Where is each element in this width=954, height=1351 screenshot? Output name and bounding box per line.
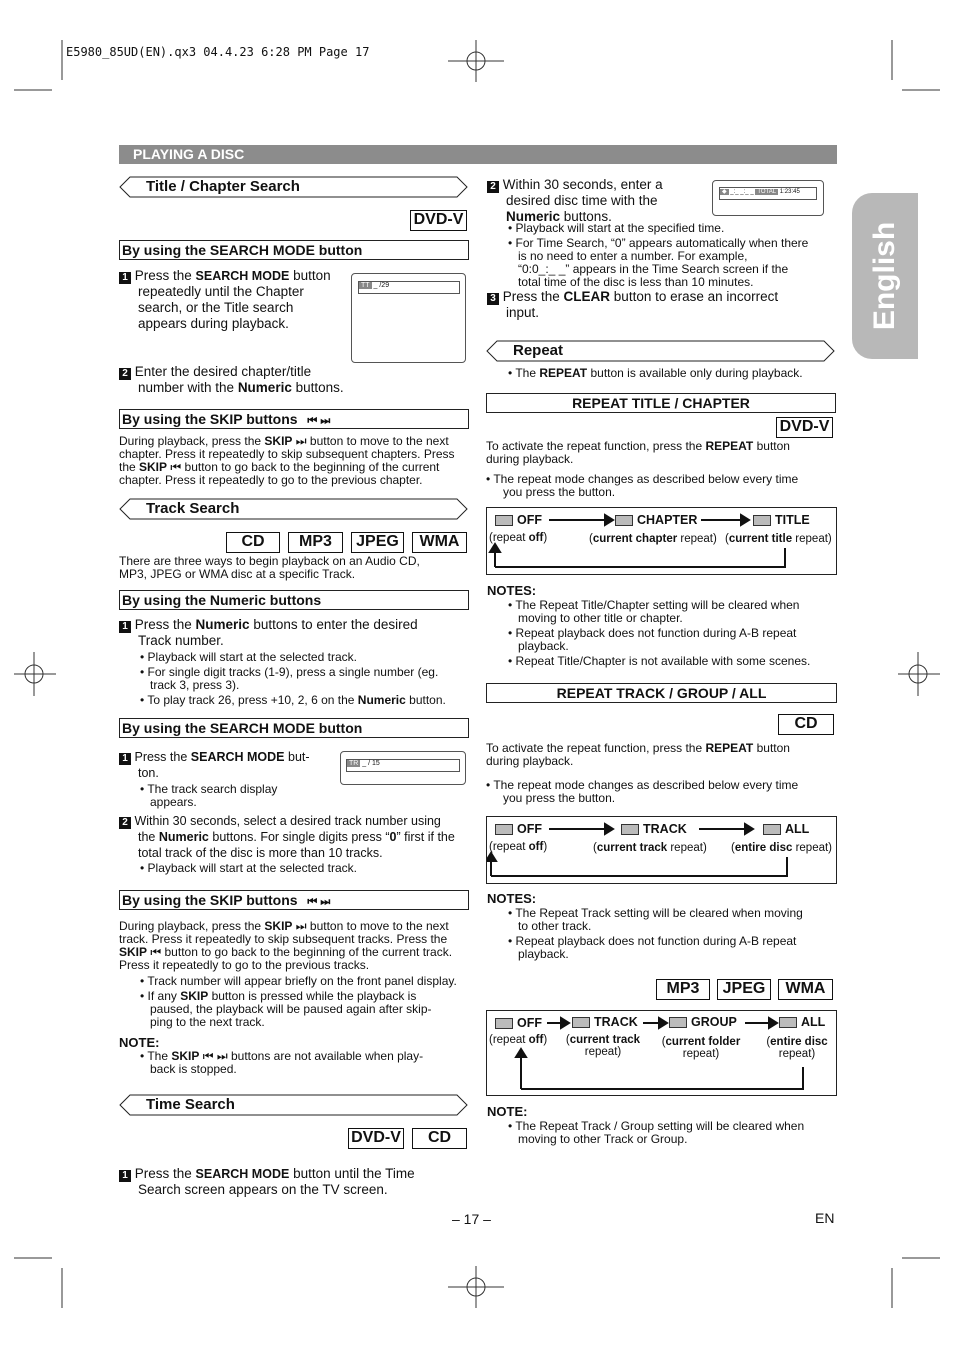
page-language: EN xyxy=(815,1210,835,1226)
box-search-mode-track: By using the SEARCH MODE button xyxy=(119,718,469,738)
box-repeat-title-chapter: REPEAT TITLE / CHAPTER xyxy=(486,393,836,413)
badge-cd-repeat: CD xyxy=(778,714,834,735)
diagram-repeat-title-chapter xyxy=(486,507,837,575)
repeat-notes-1: • The Repeat Title/Chapter setting will be cleared when moving to other title or chapter. • Repeat playback does not function during A-B repeat playback. • Repeat Title/Chapter is not available with some scenes. xyxy=(508,598,811,668)
heading-time-search: Time Search xyxy=(119,1094,469,1116)
screen-time-search xyxy=(712,180,824,216)
diagram-repeat-track-group-all xyxy=(486,1010,837,1096)
ts-note-text: • The SKIP ⏮ ⏭ buttons are not available when play- back is stopped. xyxy=(140,1049,424,1076)
time-step3: 3 Press the CLEAR button to erase an incorrect input. xyxy=(487,289,827,321)
repeat-note-label-3: NOTE: xyxy=(487,1104,528,1119)
screen-title-bar: TT _ /29 xyxy=(358,281,460,294)
repeat-notes-2: • The Repeat Track setting will be cleared when moving to other track. • Repeat playback does not function during A-B repeat playback. xyxy=(508,906,803,961)
badge-dvd-v: DVD-V xyxy=(410,210,467,231)
heading-title-chapter-search: Title / Chapter Search xyxy=(119,176,469,198)
rt-chapter: CHAPTER xyxy=(615,513,697,527)
crop-header: E5980_85UD(EN).qx3 04.4.23 6:28 PM Page 17 xyxy=(66,45,370,59)
repeat-note-3: • The Repeat Track / Group setting will be cleared when moving to other Track or Group. xyxy=(508,1119,805,1146)
rtg-track-sub: (current track repeat) xyxy=(565,1034,641,1058)
skip-back-forward-icon: ⏮ ⏭ xyxy=(202,1049,228,1063)
rt-title-sub: (current title repeat) xyxy=(725,533,832,545)
repeat-icon xyxy=(763,824,781,835)
diagram-repeat-track-all xyxy=(486,816,837,884)
ts-sm-bullet2: • Playback will start at the selected track. xyxy=(140,861,357,875)
rt-off: OFF xyxy=(495,513,542,527)
rtg-group: GROUP xyxy=(669,1015,737,1029)
rg-off-sub: (repeat off) xyxy=(489,841,548,853)
screen-title-search xyxy=(351,273,466,363)
repeat-changes-2: • The repeat mode changes as described below every time you press the button. xyxy=(486,778,799,805)
repeat-notes-label-1: NOTES: xyxy=(487,583,537,598)
ts-skip-text: During playback, press the SKIP ⏭ button to move to the next track. Press it repeatedly to skip subsequent tracks. Press the SKIP ⏮ button to go back to the beginning of the current track. Press it repeatedly to go to the previous tracks. xyxy=(119,919,453,972)
time-step2: 2 Within 30 seconds, enter a desired disc time with the Numeric buttons. xyxy=(487,177,697,225)
rg-all-sub: (entire disc repeat) xyxy=(731,842,833,854)
time-bullets: • Playback will start at the specified time. • For Time Search, “0” appears automatically when there is no need to enter a number. For example, “0:0_:_ _” appears in the Time Search screen if the total time of the disc is less than 10 minutes. xyxy=(508,221,809,289)
badge-jpeg-repeat: JPEG xyxy=(717,979,771,1000)
badge-cd: CD xyxy=(226,532,280,553)
badge-mp3-repeat: MP3 xyxy=(656,979,710,1000)
section-bar: PLAYING A DISC xyxy=(119,145,837,164)
badge-wma-repeat: WMA xyxy=(778,979,833,1000)
rt-off-sub: (repeat off) xyxy=(489,532,548,544)
skip-forward-icon: ⏭ xyxy=(295,434,307,448)
ts-note-label: NOTE: xyxy=(119,1035,160,1050)
repeat-icon xyxy=(495,1018,513,1029)
box-skip-buttons-chapter: By using the SKIP buttons ⏮ ⏭ xyxy=(119,409,469,429)
badge-wma: WMA xyxy=(412,532,467,553)
rt-title: TITLE xyxy=(753,513,810,527)
repeat-icon xyxy=(495,824,513,835)
badge-jpeg: JPEG xyxy=(351,532,404,553)
box-numeric-buttons: By using the Numeric buttons xyxy=(119,590,469,610)
ts-skip-bullets: • Track number will appear briefly on the front panel display. • If any SKIP button is pressed while the playback is paused, the playback will be paused again after skip- ping to the next track. xyxy=(140,974,457,1029)
rtg-all-sub: (entire disc repeat) xyxy=(766,1036,828,1060)
heading-repeat: Repeat xyxy=(486,340,836,362)
skip-back-forward-icon: ⏮ ⏭ xyxy=(307,415,331,427)
rg-track-sub: (current track repeat) xyxy=(593,842,707,854)
screen-time-bar: ◆ _:_ _:_ _ TOTAL 1:23:45 xyxy=(719,187,817,200)
skip-forward-icon: ⏭ xyxy=(295,919,307,933)
repeat-icon xyxy=(572,1017,590,1028)
skip-back-forward-icon: ⏮ ⏭ xyxy=(307,896,331,908)
repeat-activate-1: To activate the repeat function, press the REPEAT button during playback. xyxy=(486,439,790,466)
page-number: – 17 – xyxy=(452,1211,491,1227)
heading-track-search: Track Search xyxy=(119,498,469,520)
box-search-mode: By using the SEARCH MODE button xyxy=(119,240,469,260)
repeat-changes-1: • The repeat mode changes as described below every time you press the button. xyxy=(486,472,799,499)
rtg-track: TRACK xyxy=(572,1015,638,1029)
ts-sm-step1: 1 Press the SEARCH MODE but- ton. xyxy=(119,749,334,781)
rg-all: ALL xyxy=(763,822,809,836)
repeat-icon xyxy=(779,1017,797,1028)
language-tab[interactable] xyxy=(852,193,918,359)
ts-sm-bullet1: • The track search display appears. xyxy=(140,782,278,809)
repeat-note: • The REPEAT button is available only during playback. xyxy=(508,366,803,380)
rtg-group-sub: (current folder repeat) xyxy=(661,1036,741,1060)
screen-track-search xyxy=(340,751,466,785)
tc-step2: 2 Enter the desired chapter/title number with the Numeric buttons. xyxy=(119,364,419,396)
badge-dvd-v-repeat: DVD-V xyxy=(776,417,833,438)
repeat-notes-label-2: NOTES: xyxy=(487,891,537,906)
repeat-icon xyxy=(495,515,513,526)
rtg-all: ALL xyxy=(779,1015,825,1029)
badge-mp3: MP3 xyxy=(288,532,343,553)
box-skip-buttons-track: By using the SKIP buttons ⏮ ⏭ xyxy=(119,890,469,910)
screen-track-bar: TR _ / 15 xyxy=(346,759,460,772)
repeat-activate-2: To activate the repeat function, press the REPEAT button during playback. xyxy=(486,741,790,768)
ts-numeric-bullets: • Playback will start at the selected track. • For single digit tracks (1-9), press a single number (eg. track 3, press 3). • To play track 26, press +10, 2, 6 on the Numeric button. xyxy=(140,650,446,707)
rtg-off-sub: (repeat off) xyxy=(489,1034,548,1046)
rt-chapter-sub: (current chapter repeat) xyxy=(589,533,717,545)
repeat-icon xyxy=(753,515,771,526)
repeat-icon xyxy=(615,515,633,526)
rg-track: TRACK xyxy=(621,822,687,836)
ts-numeric-step1: 1 Press the Numeric buttons to enter the desired Track number. xyxy=(119,617,469,649)
badge-dvd-v-time: DVD-V xyxy=(348,1128,404,1149)
rg-off: OFF xyxy=(495,822,542,836)
time-step1: 1 Press the SEARCH MODE button until the Time Search screen appears on the TV screen. xyxy=(119,1166,469,1198)
rtg-off: OFF xyxy=(495,1016,542,1030)
language-tab-label: English xyxy=(868,221,901,331)
track-intro: There are three ways to begin playback on an Audio CD, MP3, JPEG or WMA disc at a specific Track. xyxy=(119,554,420,581)
box-repeat-track-group-all: REPEAT TRACK / GROUP / ALL xyxy=(486,683,837,703)
badge-cd-time: CD xyxy=(412,1128,467,1149)
ts-sm-step2: 2 Within 30 seconds, select a desired track number using the Numeric buttons. For single digits press “0” first if the total track of the disc is more than 10 tracks. xyxy=(119,813,469,861)
repeat-icon xyxy=(669,1017,687,1028)
tc-skip-text: During playback, press the SKIP ⏭ button to move to the next chapter. Press it repeatedly to skip subsequent chapters. Press the SKIP ⏮ button to go back to the beginning of the current chapter. Press it repeatedly to go to the previous chapter. xyxy=(119,434,455,487)
tc-step1: 1 Press the SEARCH MODE button repeatedly until the Chapter search, or the Title search appears during playback. xyxy=(119,268,349,332)
skip-back-icon: ⏮ xyxy=(150,945,162,959)
repeat-icon xyxy=(621,824,639,835)
skip-back-icon: ⏮ xyxy=(170,460,182,474)
